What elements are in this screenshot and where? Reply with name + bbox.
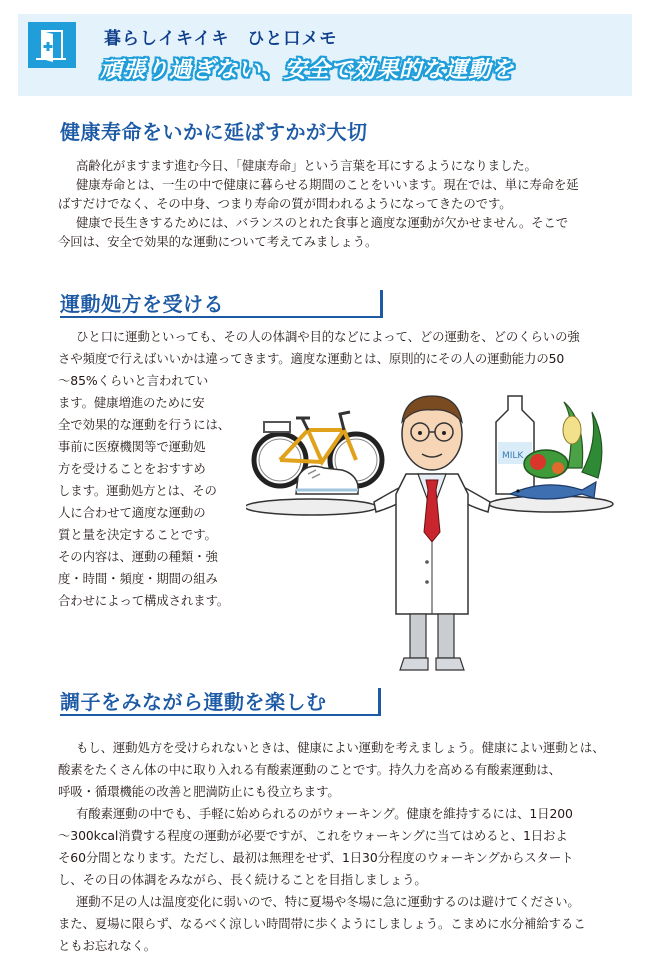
section1-line: ばすだけでなく、その中身、つまり寿命の質が問われるようになってきたのです。 [58, 196, 512, 211]
section1-line: 高齢化がますます進む今日、「健康寿命」という言葉を耳にするようになりました。 [76, 158, 537, 173]
section2-line: ～85%くらいと言われてい [58, 373, 209, 388]
section3-line: ～300kcal消費する程度の運動が必要ですが、これをウォーキングに当てはめると、1日およ [58, 828, 568, 843]
section2-line: ひと口に運動といっても、その人の体調や目的などによって、どの運動を、どのくらいの強 [76, 329, 580, 344]
column-kicker: 暮らしイキイキ ひと口メモ [104, 29, 338, 49]
section3-line: 運動不足の人は温度変化に弱いので、特に夏場や冬場に急に運動するのは避けてください。 [76, 894, 580, 909]
section3-line: そ60分間となります。ただし、最初は無理をせず、1日30分程度のウォーキングからスタート [58, 850, 574, 865]
section3-line: 有酸素運動の中でも、手軽に始められるのがウォーキング。健康を維持するには、1日200 [76, 806, 573, 821]
section2-line: 全で効果的な運動を行うには、 [58, 417, 231, 432]
section1-line: 今回は、安全で効果的な運動について考えてみましょう。 [58, 234, 378, 249]
section2-line: ます。健康増進のために安 [58, 395, 205, 410]
section3-line: もし、運動処方を受けられないときは、健康によい運動を考えましょう。健康によい運動とは、 [76, 740, 605, 755]
heading-rule-horizontal [60, 316, 383, 318]
section2-line: します。運動処方とは、その [58, 483, 217, 498]
section2-line: 事前に医療機関等で運動処 [58, 439, 206, 454]
milk-label: MILK [502, 451, 524, 461]
section2-line: 方を受けることをおすすめ [58, 461, 206, 476]
page-headline: 頑張り過ぎない、安全で効果的な運動を [100, 57, 515, 83]
section3-line: また、夏場に限らず、なるべく涼しい時間帯に歩くようにしましょう。こまめに水分補給するこ [58, 916, 586, 931]
section2-line: 合わせによって構成されます。 [58, 593, 230, 608]
section2-line: 質と量を決定することです。 [58, 527, 217, 542]
section3-line: 酸素をたくさん体の中に取り入れる有酸素運動のことです。持久力を高める有酸素運動は、 [58, 762, 561, 777]
heading-rule-horizontal [60, 714, 381, 716]
heading-rule-vertical [378, 688, 381, 716]
section1-heading: 健康寿命をいかに延ばすかが大切 [60, 120, 368, 144]
section2-line: その内容は、運動の種類・強 [58, 549, 218, 564]
doctor-illustration [246, 382, 616, 686]
section2-line: 度・時間・頻度・期間の組み [58, 571, 218, 586]
section3-line: ともお忘れなく。 [58, 938, 157, 953]
doctor-icon [374, 396, 490, 670]
heading-rule-vertical [380, 290, 383, 318]
section2-heading: 運動処方を受ける [60, 292, 224, 316]
section3-heading: 調子をみながら運動を楽しむ [60, 690, 327, 714]
section3-line: 呼吸・循環機能の改善と肥満防止にも役立ちます。 [58, 784, 340, 799]
section2-line: さや頻度で行えばいいかは違ってきます。適度な運動とは、原則的にその人の運動能力の50 [58, 351, 565, 366]
section3-line: し、その日の体調をみながら、長く続けることを目指しましょう。 [58, 872, 427, 887]
milk-bottle-icon [496, 396, 534, 494]
section1-line: 健康寿命とは、一生の中で健康に暮らせる期間のことをいいます。現在では、単に寿命を延 [76, 177, 579, 192]
section1-line: 健康で長生きするためには、バランスのとれた食事と適度な運動が欠かせません。そこで [76, 215, 568, 230]
section2-line: 人に合わせて適度な運動の [58, 505, 206, 520]
vegetables-icon [524, 402, 602, 478]
door-icon [28, 22, 76, 68]
sneaker-icon [296, 466, 358, 494]
